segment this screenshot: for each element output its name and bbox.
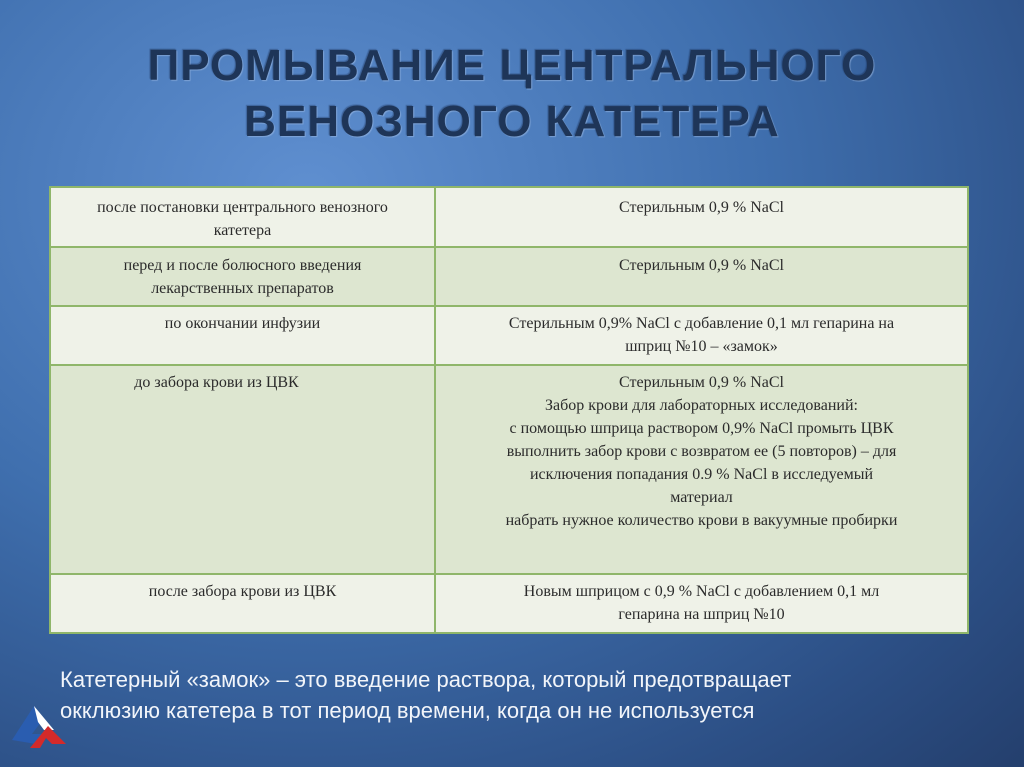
table-cell-how (435, 574, 968, 633)
cell-line: лекарственных препаратов (151, 280, 334, 297)
slide-title-line-2: ВЕНОЗНОГО КАТЕТЕРА (244, 97, 780, 146)
cell-line: шприц №10 – «замок» (625, 338, 778, 355)
cell-line: Стерильным 0,9 % NaCl (619, 199, 784, 216)
cell-line: Стерильным 0,9 % NaCl (619, 257, 784, 274)
logo-icon (8, 700, 70, 756)
cell-line: гепарина на шприц №10 (618, 606, 785, 623)
table-row (50, 247, 968, 306)
table-row (50, 187, 968, 247)
table-cell-how (435, 365, 968, 574)
cell-line: по окончании инфузии (164, 315, 321, 332)
cell-line: Новым шприцом с 0,9 % NaCl с добавлением 0,1 мл (523, 583, 880, 600)
cell-line: Забор крови для лабораторных исследований: (545, 397, 858, 414)
slide-title (0, 38, 1024, 150)
table-cell-when (50, 574, 435, 633)
cell-line: Стерильным 0,9% NaCl с добавление 0,1 мл гепарина на (508, 315, 895, 332)
table-cell-how (435, 306, 968, 365)
table-cell-how (435, 247, 968, 306)
catheter-lock-definition (60, 664, 960, 726)
cell-line: с помощью шприца раствором 0,9% NaCl промыть ЦВК (509, 420, 894, 437)
cell-line: исключения попадания 0.9 % NaCl в исследуемый (529, 466, 874, 483)
table-cell-when (50, 365, 435, 574)
cell-line: после забора крови из ЦВК (148, 583, 337, 600)
cell-line: до забора крови из ЦВК (134, 374, 299, 391)
footer-line-2: окклюзию катетера в тот период времени, когда он не используется (60, 698, 755, 723)
slide-title-line-1: ПРОМЫВАНИЕ ЦЕНТРАЛЬНОГО (147, 41, 877, 90)
flushing-table (49, 186, 969, 634)
table-row (50, 306, 968, 365)
cell-line: выполнить забор крови с возвратом ее (5 повторов) – для (506, 443, 897, 460)
table-cell-when (50, 247, 435, 306)
cell-line: Стерильным 0,9 % NaCl (619, 374, 784, 391)
table-cell-how (435, 187, 968, 247)
cell-line: набрать нужное количество крови в вакуумные пробирки (505, 512, 898, 529)
cell-line: катетера (213, 222, 272, 239)
cell-line: после постановки центрального венозного (97, 199, 388, 216)
cell-line: перед и после болюсного введения (123, 257, 362, 274)
cell-line: материал (670, 489, 733, 506)
table-cell-when (50, 306, 435, 365)
table-row (50, 365, 968, 574)
table-cell-when (50, 187, 435, 247)
table-row (50, 574, 968, 633)
footer-line-1: Катетерный «замок» – это введение раствора, который предотвращает (60, 667, 792, 692)
